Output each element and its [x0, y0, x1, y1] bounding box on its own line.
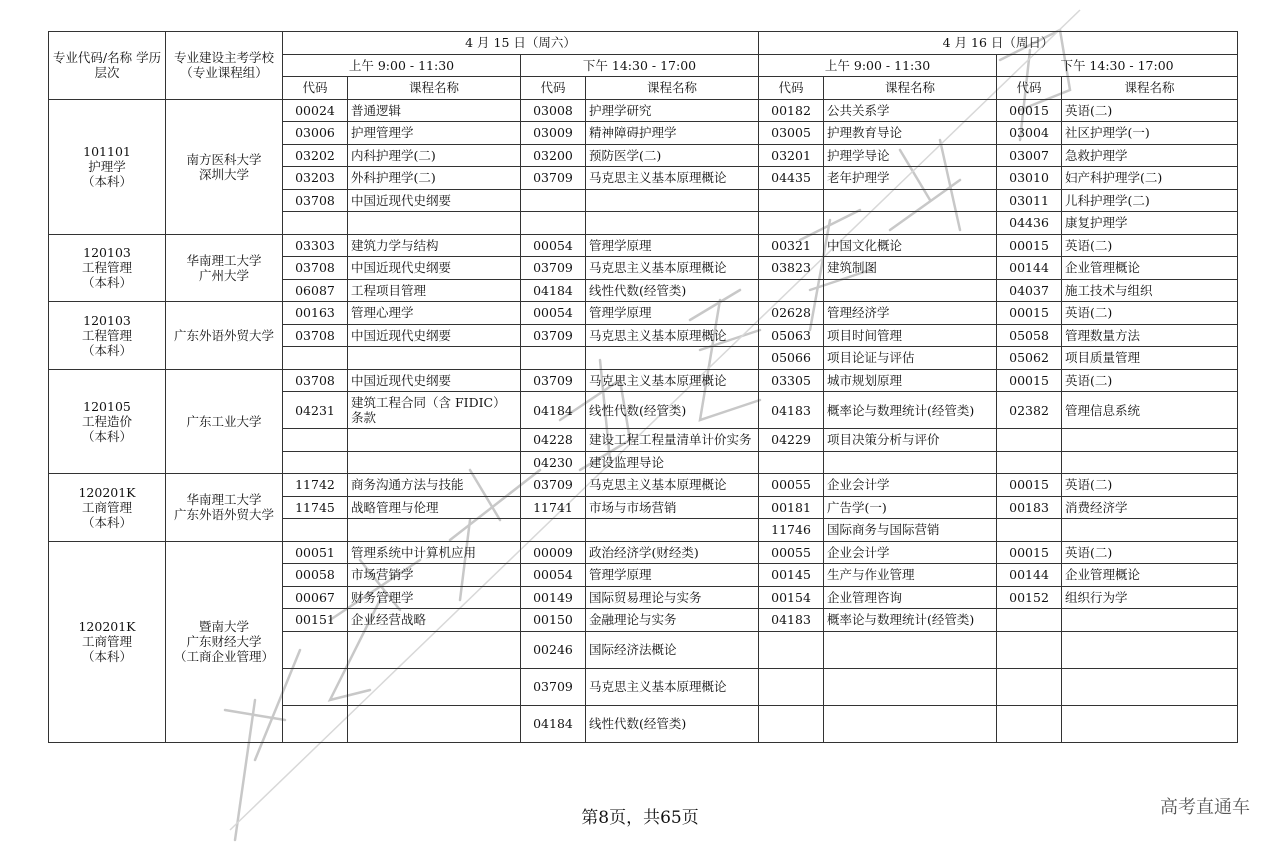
course-code-cell: [759, 631, 824, 668]
course-code-cell: 00051: [283, 541, 348, 564]
header-day1: 4 月 15 日（周六）: [283, 32, 759, 55]
course-name-cell: 企业管理概论: [1062, 564, 1238, 587]
course-name-cell: [586, 212, 759, 235]
course-code-cell: 11745: [283, 496, 348, 519]
course-code-cell: 00152: [997, 586, 1062, 609]
course-name-cell: 马克思主义基本原理概论: [586, 257, 759, 280]
school-cell: 南方医科大学 深圳大学: [166, 99, 283, 234]
course-code-cell: 04229: [759, 429, 824, 452]
header-course: 课程名称: [348, 77, 521, 100]
course-name-cell: 儿科护理学(二): [1062, 189, 1238, 212]
course-name-cell: 中国文化概论: [824, 234, 997, 257]
course-name-cell: [824, 631, 997, 668]
table-row: [49, 234, 1238, 257]
table-row: [49, 541, 1238, 564]
course-code-cell: 00055: [759, 474, 824, 497]
course-code-cell: 00144: [997, 257, 1062, 280]
course-code-cell: 06087: [283, 279, 348, 302]
course-code-cell: 03203: [283, 167, 348, 190]
course-name-cell: 企业经营战略: [348, 609, 521, 632]
brand-logo-text: 高考直通车: [1160, 797, 1250, 818]
course-name-cell: 概率论与数理统计(经管类): [824, 609, 997, 632]
course-code-cell: 03011: [997, 189, 1062, 212]
course-code-cell: 00181: [759, 496, 824, 519]
course-name-cell: 管理学原理: [586, 234, 759, 257]
course-name-cell: [348, 429, 521, 452]
course-code-cell: [521, 347, 586, 370]
major-cell: 120103 工程管理 （本科）: [49, 234, 166, 302]
course-code-cell: 03709: [521, 324, 586, 347]
course-name-cell: 国际商务与国际营销: [824, 519, 997, 542]
header-major: 专业代码/名称 学历层次: [49, 32, 166, 100]
school-cell: 广东外语外贸大学: [166, 302, 283, 370]
course-name-cell: [1062, 631, 1238, 668]
course-code-cell: 04230: [521, 451, 586, 474]
course-code-cell: [283, 212, 348, 235]
course-code-cell: 03823: [759, 257, 824, 280]
course-name-cell: 英语(二): [1062, 99, 1238, 122]
course-name-cell: 项目时间管理: [824, 324, 997, 347]
course-name-cell: 英语(二): [1062, 302, 1238, 325]
header-course: 课程名称: [586, 77, 759, 100]
course-name-cell: 管理经济学: [824, 302, 997, 325]
course-name-cell: 中国近现代史纲要: [348, 324, 521, 347]
course-name-cell: 战略管理与伦理: [348, 496, 521, 519]
course-code-cell: [759, 705, 824, 742]
course-name-cell: 英语(二): [1062, 234, 1238, 257]
course-code-cell: [997, 705, 1062, 742]
course-name-cell: 管理系统中计算机应用: [348, 541, 521, 564]
course-name-cell: 概率论与数理统计(经管类): [824, 392, 997, 429]
course-name-cell: 企业管理概论: [1062, 257, 1238, 280]
course-code-cell: 00145: [759, 564, 824, 587]
course-name-cell: 企业会计学: [824, 541, 997, 564]
header-day2-am: 上午 9:00 - 11:30: [759, 54, 997, 77]
course-name-cell: 建设监理导论: [586, 451, 759, 474]
course-code-cell: [997, 631, 1062, 668]
school-cell: 广东工业大学: [166, 369, 283, 474]
course-code-cell: [997, 429, 1062, 452]
course-name-cell: 企业会计学: [824, 474, 997, 497]
course-name-cell: [824, 279, 997, 302]
course-name-cell: 马克思主义基本原理概论: [586, 167, 759, 190]
course-name-cell: 护理学研究: [586, 99, 759, 122]
course-code-cell: 04037: [997, 279, 1062, 302]
course-code-cell: 02382: [997, 392, 1062, 429]
course-name-cell: 国际经济法概论: [586, 631, 759, 668]
page-number: 第8页，共65页: [581, 808, 699, 828]
course-code-cell: [283, 429, 348, 452]
course-code-cell: 00054: [521, 302, 586, 325]
course-name-cell: 护理学导论: [824, 144, 997, 167]
course-code-cell: 04183: [759, 392, 824, 429]
course-code-cell: 00163: [283, 302, 348, 325]
course-code-cell: 00246: [521, 631, 586, 668]
table-row: [49, 99, 1238, 122]
course-name-cell: [348, 347, 521, 370]
header-code: 代码: [521, 77, 586, 100]
course-code-cell: 11741: [521, 496, 586, 519]
course-code-cell: 00149: [521, 586, 586, 609]
course-code-cell: 00015: [997, 369, 1062, 392]
course-code-cell: 04183: [759, 609, 824, 632]
course-name-cell: 管理数量方法: [1062, 324, 1238, 347]
course-code-cell: 00067: [283, 586, 348, 609]
course-name-cell: 项目质量管理: [1062, 347, 1238, 370]
course-code-cell: 00154: [759, 586, 824, 609]
course-name-cell: 施工技术与组织: [1062, 279, 1238, 302]
course-name-cell: 建筑力学与结构: [348, 234, 521, 257]
course-name-cell: 消费经济学: [1062, 496, 1238, 519]
course-name-cell: 管理信息系统: [1062, 392, 1238, 429]
course-code-cell: 00054: [521, 564, 586, 587]
major-cell: 120201K 工商管理 （本科）: [49, 474, 166, 542]
course-code-cell: [283, 705, 348, 742]
course-name-cell: 管理学原理: [586, 564, 759, 587]
major-cell: 120105 工程造价 （本科）: [49, 369, 166, 474]
course-code-cell: 00015: [997, 99, 1062, 122]
header-day1-am: 上午 9:00 - 11:30: [283, 54, 521, 77]
course-name-cell: [586, 189, 759, 212]
major-cell: 101101 护理学 （本科）: [49, 99, 166, 234]
course-code-cell: 03006: [283, 122, 348, 145]
course-name-cell: 马克思主义基本原理概论: [586, 324, 759, 347]
course-name-cell: 项目决策分析与评价: [824, 429, 997, 452]
header-course: 课程名称: [824, 77, 997, 100]
course-code-cell: [997, 519, 1062, 542]
course-code-cell: 04184: [521, 705, 586, 742]
course-name-cell: 精神障碍护理学: [586, 122, 759, 145]
course-code-cell: [283, 347, 348, 370]
course-name-cell: [348, 519, 521, 542]
course-name-cell: [1062, 705, 1238, 742]
course-code-cell: 03007: [997, 144, 1062, 167]
course-name-cell: 国际贸易理论与实务: [586, 586, 759, 609]
course-name-cell: 金融理论与实务: [586, 609, 759, 632]
course-code-cell: 04435: [759, 167, 824, 190]
course-name-cell: [824, 451, 997, 474]
course-name-cell: 工程项目管理: [348, 279, 521, 302]
course-name-cell: 普通逻辑: [348, 99, 521, 122]
course-name-cell: [348, 705, 521, 742]
course-name-cell: 政治经济学(财经类): [586, 541, 759, 564]
course-name-cell: 市场与市场营销: [586, 496, 759, 519]
course-code-cell: 03305: [759, 369, 824, 392]
course-code-cell: 03709: [521, 167, 586, 190]
major-cell: 120201K 工商管理 （本科）: [49, 541, 166, 742]
course-name-cell: 组织行为学: [1062, 586, 1238, 609]
school-cell: 暨南大学 广东财经大学 （工商企业管理）: [166, 541, 283, 742]
course-code-cell: [283, 519, 348, 542]
course-name-cell: [586, 519, 759, 542]
course-code-cell: 00015: [997, 234, 1062, 257]
course-code-cell: 05062: [997, 347, 1062, 370]
course-code-cell: 03709: [521, 668, 586, 705]
schedule-body: [49, 99, 1238, 742]
course-code-cell: [521, 189, 586, 212]
course-name-cell: [824, 705, 997, 742]
course-code-cell: 03708: [283, 369, 348, 392]
course-code-cell: 00150: [521, 609, 586, 632]
course-name-cell: 护理管理学: [348, 122, 521, 145]
course-code-cell: 05066: [759, 347, 824, 370]
course-code-cell: 03005: [759, 122, 824, 145]
course-name-cell: [586, 347, 759, 370]
course-name-cell: 康复护理学: [1062, 212, 1238, 235]
course-code-cell: 03708: [283, 189, 348, 212]
course-name-cell: 财务管理学: [348, 586, 521, 609]
course-name-cell: 英语(二): [1062, 541, 1238, 564]
course-name-cell: 建设工程工程量清单计价实务: [586, 429, 759, 452]
course-name-cell: 城市规划原理: [824, 369, 997, 392]
course-code-cell: 03200: [521, 144, 586, 167]
course-code-cell: [283, 451, 348, 474]
course-code-cell: 04184: [521, 279, 586, 302]
course-code-cell: [759, 279, 824, 302]
course-code-cell: 11746: [759, 519, 824, 542]
header-course: 课程名称: [1062, 77, 1238, 100]
course-code-cell: [759, 668, 824, 705]
course-code-cell: 03708: [283, 257, 348, 280]
table-row: [49, 369, 1238, 392]
course-name-cell: [824, 189, 997, 212]
course-name-cell: 广告学(一): [824, 496, 997, 519]
course-name-cell: 马克思主义基本原理概论: [586, 369, 759, 392]
course-name-cell: [1062, 519, 1238, 542]
course-code-cell: [759, 212, 824, 235]
course-name-cell: 建筑制图: [824, 257, 997, 280]
course-name-cell: 外科护理学(二): [348, 167, 521, 190]
course-code-cell: 03708: [283, 324, 348, 347]
course-code-cell: [521, 519, 586, 542]
course-code-cell: 00182: [759, 99, 824, 122]
course-name-cell: 护理教育导论: [824, 122, 997, 145]
course-code-cell: 04228: [521, 429, 586, 452]
course-name-cell: 老年护理学: [824, 167, 997, 190]
header-day2-pm: 下午 14:30 - 17:00: [997, 54, 1238, 77]
course-code-cell: 04436: [997, 212, 1062, 235]
table-row: [49, 474, 1238, 497]
course-name-cell: 预防医学(二): [586, 144, 759, 167]
course-code-cell: [997, 451, 1062, 474]
course-name-cell: [1062, 609, 1238, 632]
course-name-cell: [824, 668, 997, 705]
header-code: 代码: [283, 77, 348, 100]
course-name-cell: 生产与作业管理: [824, 564, 997, 587]
course-code-cell: 00015: [997, 474, 1062, 497]
course-name-cell: 建筑工程合同（含 FIDIC）条款: [348, 392, 521, 429]
course-code-cell: [759, 189, 824, 212]
course-code-cell: 03709: [521, 257, 586, 280]
course-code-cell: 02628: [759, 302, 824, 325]
course-code-cell: 03010: [997, 167, 1062, 190]
course-name-cell: [348, 668, 521, 705]
course-name-cell: 企业管理咨询: [824, 586, 997, 609]
table-row: [49, 302, 1238, 325]
course-code-cell: 00183: [997, 496, 1062, 519]
header-day2: 4 月 16 日（周日）: [759, 32, 1238, 55]
course-code-cell: 03009: [521, 122, 586, 145]
course-code-cell: 04184: [521, 392, 586, 429]
course-code-cell: 00144: [997, 564, 1062, 587]
course-code-cell: 00024: [283, 99, 348, 122]
course-code-cell: 00054: [521, 234, 586, 257]
course-code-cell: [521, 212, 586, 235]
course-name-cell: 中国近现代史纲要: [348, 189, 521, 212]
course-code-cell: 00055: [759, 541, 824, 564]
course-code-cell: 03709: [521, 474, 586, 497]
course-name-cell: [348, 451, 521, 474]
course-name-cell: 马克思主义基本原理概论: [586, 668, 759, 705]
course-code-cell: 03303: [283, 234, 348, 257]
course-name-cell: 急救护理学: [1062, 144, 1238, 167]
course-name-cell: 线性代数(经管类): [586, 705, 759, 742]
course-code-cell: [283, 631, 348, 668]
course-name-cell: 商务沟通方法与技能: [348, 474, 521, 497]
course-name-cell: [348, 212, 521, 235]
course-code-cell: [997, 609, 1062, 632]
course-name-cell: 线性代数(经管类): [586, 392, 759, 429]
course-code-cell: 04231: [283, 392, 348, 429]
course-code-cell: 03709: [521, 369, 586, 392]
course-name-cell: [348, 631, 521, 668]
course-name-cell: 管理学原理: [586, 302, 759, 325]
course-code-cell: [283, 668, 348, 705]
course-name-cell: 中国近现代史纲要: [348, 369, 521, 392]
school-cell: 华南理工大学 广东外语外贸大学: [166, 474, 283, 542]
course-code-cell: 00015: [997, 302, 1062, 325]
course-code-cell: 05063: [759, 324, 824, 347]
course-name-cell: 线性代数(经管类): [586, 279, 759, 302]
course-code-cell: 03004: [997, 122, 1062, 145]
course-name-cell: 马克思主义基本原理概论: [586, 474, 759, 497]
course-code-cell: 00151: [283, 609, 348, 632]
course-code-cell: 05058: [997, 324, 1062, 347]
course-name-cell: 社区护理学(一): [1062, 122, 1238, 145]
course-name-cell: [1062, 668, 1238, 705]
course-name-cell: 英语(二): [1062, 369, 1238, 392]
course-code-cell: 00009: [521, 541, 586, 564]
course-code-cell: [997, 668, 1062, 705]
course-code-cell: 00321: [759, 234, 824, 257]
course-name-cell: 管理心理学: [348, 302, 521, 325]
course-code-cell: 03201: [759, 144, 824, 167]
course-name-cell: 公共关系学: [824, 99, 997, 122]
course-name-cell: 项目论证与评估: [824, 347, 997, 370]
course-name-cell: [824, 212, 997, 235]
header-day1-pm: 下午 14:30 - 17:00: [521, 54, 759, 77]
header-code: 代码: [997, 77, 1062, 100]
header-code: 代码: [759, 77, 824, 100]
header-school: 专业建设主考学校 （专业课程组）: [166, 32, 283, 100]
course-name-cell: 妇产科护理学(二): [1062, 167, 1238, 190]
course-code-cell: 03202: [283, 144, 348, 167]
course-code-cell: 03008: [521, 99, 586, 122]
course-code-cell: [759, 451, 824, 474]
course-name-cell: [1062, 429, 1238, 452]
course-name-cell: 中国近现代史纲要: [348, 257, 521, 280]
course-name-cell: 市场营销学: [348, 564, 521, 587]
course-code-cell: 00015: [997, 541, 1062, 564]
course-name-cell: 英语(二): [1062, 474, 1238, 497]
course-name-cell: 内科护理学(二): [348, 144, 521, 167]
course-code-cell: 00058: [283, 564, 348, 587]
course-code-cell: 11742: [283, 474, 348, 497]
course-name-cell: [1062, 451, 1238, 474]
school-cell: 华南理工大学 广州大学: [166, 234, 283, 302]
exam-schedule-table: [48, 31, 1238, 743]
major-cell: 120103 工程管理 （本科）: [49, 302, 166, 370]
